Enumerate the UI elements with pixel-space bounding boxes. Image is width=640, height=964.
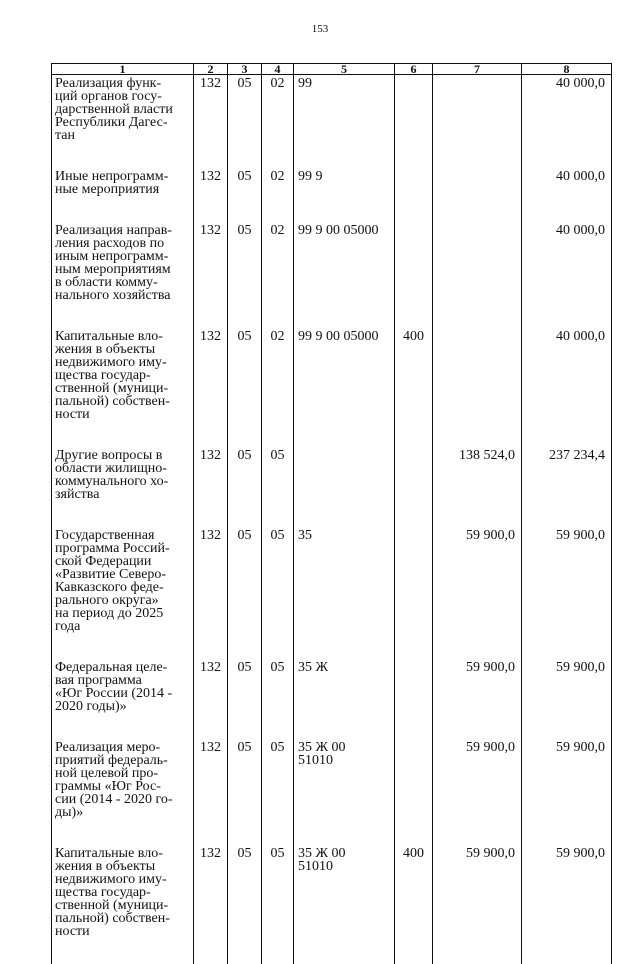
row-name-line: недвижимого иму- xyxy=(55,356,189,369)
expense-type-code xyxy=(395,739,433,845)
target-article-line: 51010 xyxy=(298,754,392,767)
row-name-line: Республики Дагес- xyxy=(55,116,189,129)
target-article-line: 35 xyxy=(298,529,392,542)
row-name-line: недвижимого иму- xyxy=(55,873,189,886)
row-name-line: ные мероприятия xyxy=(55,183,189,196)
table-body xyxy=(52,75,612,964)
row-name-line: в области комму- xyxy=(55,276,189,289)
subsection-code: 05 xyxy=(262,845,294,964)
row-name-line: ной целевой про- xyxy=(55,767,189,780)
row-name-line: сии (2014 - 2020 го- xyxy=(55,793,189,806)
target-article-code xyxy=(294,222,395,328)
row-name xyxy=(52,75,194,169)
target-article-line: 51010 xyxy=(298,860,392,873)
admin-code: 132 xyxy=(194,447,228,527)
row-name-line: Капитальные вло- xyxy=(55,847,189,860)
amount-col8: 40 000,0 xyxy=(522,222,612,328)
subsection-code: 02 xyxy=(262,75,294,169)
section-code: 05 xyxy=(228,168,262,222)
row-name-line: 2020 годы)» xyxy=(55,700,189,713)
admin-code: 132 xyxy=(194,168,228,222)
row-name xyxy=(52,739,194,845)
amount-col7: 59 900,0 xyxy=(433,739,522,845)
row-name-line: ности xyxy=(55,408,189,421)
column-header: 4 xyxy=(262,64,294,75)
section-code: 05 xyxy=(228,845,262,964)
table-row xyxy=(52,328,612,447)
table-row xyxy=(52,739,612,845)
row-name-line: ственной (муници- xyxy=(55,899,189,912)
expense-type-code xyxy=(395,659,433,739)
expense-type-code xyxy=(395,527,433,659)
admin-code: 132 xyxy=(194,328,228,447)
amount-col7 xyxy=(433,168,522,222)
amount-col8: 59 900,0 xyxy=(522,527,612,659)
row-name xyxy=(52,659,194,739)
amount-col7: 59 900,0 xyxy=(433,659,522,739)
target-article-line: 99 9 xyxy=(298,170,392,183)
target-article-code xyxy=(294,659,395,739)
expense-type-code xyxy=(395,222,433,328)
target-article-line: 99 xyxy=(298,77,392,90)
admin-code: 132 xyxy=(194,527,228,659)
amount-col8: 237 234,4 xyxy=(522,447,612,527)
expense-type-code xyxy=(395,168,433,222)
section-code: 05 xyxy=(228,222,262,328)
row-name-line: Реализация направ- xyxy=(55,224,189,237)
amount-col7 xyxy=(433,222,522,328)
row-name-line: приятий федераль- xyxy=(55,754,189,767)
row-name-line: зяйства xyxy=(55,488,189,501)
row-name-line: ций органов госу- xyxy=(55,90,189,103)
section-code: 05 xyxy=(228,328,262,447)
column-header: 8 xyxy=(522,64,612,75)
amount-col7: 138 524,0 xyxy=(433,447,522,527)
target-article-line: 99 9 00 05000 xyxy=(298,224,392,237)
row-name-line: вая программа xyxy=(55,674,189,687)
amount-col7: 59 900,0 xyxy=(433,527,522,659)
row-name-line: «Развитие Северо- xyxy=(55,568,189,581)
row-name-line: нального хозяйства xyxy=(55,289,189,302)
row-name-line: жения в объекты xyxy=(55,860,189,873)
row-name xyxy=(52,328,194,447)
row-name-line: ным мероприятиям xyxy=(55,263,189,276)
subsection-code: 02 xyxy=(262,168,294,222)
target-article-line: 35 Ж xyxy=(298,661,392,674)
target-article-line: 35 Ж 00 xyxy=(298,741,392,754)
row-name-line: иным непрограмм- xyxy=(55,250,189,263)
column-header: 1 xyxy=(52,64,194,75)
table-row xyxy=(52,75,612,169)
target-article-code xyxy=(294,447,395,527)
row-name-line: Кавказского феде- xyxy=(55,581,189,594)
target-article-code xyxy=(294,739,395,845)
row-name-line: на период до 2025 xyxy=(55,607,189,620)
subsection-code: 05 xyxy=(262,739,294,845)
admin-code: 132 xyxy=(194,222,228,328)
row-name-line: ской Федерации xyxy=(55,555,189,568)
row-name-line: граммы «Юг Рос- xyxy=(55,780,189,793)
header-row xyxy=(52,64,612,75)
row-name-line: Реализация меро- xyxy=(55,741,189,754)
target-article-line: 99 9 00 05000 xyxy=(298,330,392,343)
target-article-code xyxy=(294,75,395,169)
table-row xyxy=(52,527,612,659)
row-name-line: ности xyxy=(55,925,189,938)
row-name xyxy=(52,447,194,527)
row-name-line: Иные непрограмм- xyxy=(55,170,189,183)
expense-type-code: 400 xyxy=(395,845,433,964)
amount-col8: 40 000,0 xyxy=(522,328,612,447)
row-name-line: пальной) собствен- xyxy=(55,395,189,408)
row-name-line: года xyxy=(55,620,189,633)
row-name-line: «Юг России (2014 - xyxy=(55,687,189,700)
row-name-line: Реализация функ- xyxy=(55,77,189,90)
target-article-code xyxy=(294,168,395,222)
budget-table xyxy=(51,63,612,964)
admin-code: 132 xyxy=(194,739,228,845)
amount-col8: 59 900,0 xyxy=(522,659,612,739)
row-name-line: жения в объекты xyxy=(55,343,189,356)
table-row xyxy=(52,659,612,739)
table-row xyxy=(52,447,612,527)
row-name-line: дарственной власти xyxy=(55,103,189,116)
row-name xyxy=(52,168,194,222)
subsection-code: 05 xyxy=(262,447,294,527)
subsection-code: 05 xyxy=(262,527,294,659)
row-name-line: ления расходов по xyxy=(55,237,189,250)
row-name-line: ды)» xyxy=(55,806,189,819)
row-name-line: пальной) собствен- xyxy=(55,912,189,925)
row-name-line: щества государ- xyxy=(55,886,189,899)
target-article-line: 35 Ж 00 xyxy=(298,847,392,860)
amount-col7: 59 900,0 xyxy=(433,845,522,964)
row-name-line: области жилищно- xyxy=(55,462,189,475)
section-code: 05 xyxy=(228,739,262,845)
column-header: 7 xyxy=(433,64,522,75)
table-row xyxy=(52,222,612,328)
admin-code: 132 xyxy=(194,75,228,169)
row-name-line: Капитальные вло- xyxy=(55,330,189,343)
amount-col8: 40 000,0 xyxy=(522,168,612,222)
row-name-line: Федеральная целе- xyxy=(55,661,189,674)
section-code: 05 xyxy=(228,75,262,169)
row-name-line: Другие вопросы в xyxy=(55,449,189,462)
section-code: 05 xyxy=(228,527,262,659)
row-name-line: тан xyxy=(55,129,189,142)
column-header: 3 xyxy=(228,64,262,75)
subsection-code: 05 xyxy=(262,659,294,739)
target-article-code xyxy=(294,527,395,659)
expense-type-code xyxy=(395,75,433,169)
column-header: 6 xyxy=(395,64,433,75)
row-name-line: Государственная xyxy=(55,529,189,542)
admin-code: 132 xyxy=(194,845,228,964)
column-header: 2 xyxy=(194,64,228,75)
row-name-line: программа Россий- xyxy=(55,542,189,555)
amount-col7 xyxy=(433,328,522,447)
section-code: 05 xyxy=(228,447,262,527)
amount-col8: 40 000,0 xyxy=(522,75,612,169)
amount-col8: 59 900,0 xyxy=(522,845,612,964)
subsection-code: 02 xyxy=(262,328,294,447)
row-name-line: рального округа» xyxy=(55,594,189,607)
table-row xyxy=(52,168,612,222)
subsection-code: 02 xyxy=(262,222,294,328)
expense-type-code: 400 xyxy=(395,328,433,447)
target-article-code xyxy=(294,328,395,447)
row-name-line: коммунального хо- xyxy=(55,475,189,488)
expense-type-code xyxy=(395,447,433,527)
amount-col8: 59 900,0 xyxy=(522,739,612,845)
page-number: 153 xyxy=(0,23,640,35)
section-code: 05 xyxy=(228,659,262,739)
admin-code: 132 xyxy=(194,659,228,739)
row-name-line: щества государ- xyxy=(55,369,189,382)
row-name-line: ственной (муници- xyxy=(55,382,189,395)
row-name xyxy=(52,527,194,659)
column-header: 5 xyxy=(294,64,395,75)
amount-col7 xyxy=(433,75,522,169)
row-name xyxy=(52,222,194,328)
